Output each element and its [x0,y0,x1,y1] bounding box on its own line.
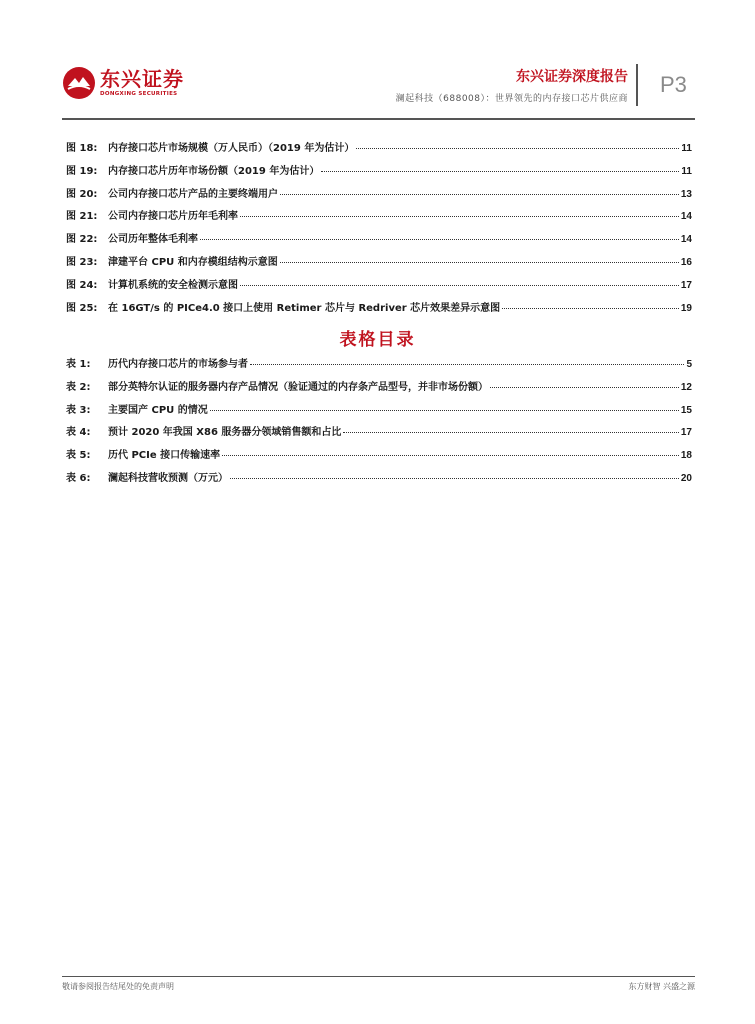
toc-label: 图 22: [66,234,98,246]
toc-label: 图 23: [66,256,98,268]
toc-entry[interactable] [66,253,692,276]
footer-slogan: 东方财智 兴盛之源 [628,982,695,991]
toc-leader [321,163,679,172]
header-rule [62,118,695,120]
toc-label: 图 24: [66,279,98,291]
toc-leader [356,140,679,149]
toc-page: 17 [680,279,692,291]
toc-leader [502,300,679,309]
toc-page: 17 [680,427,692,439]
toc-entry[interactable] [66,185,692,208]
toc-label: 表 1: [66,359,91,370]
toc-page: 12 [680,381,692,393]
toc-entry[interactable] [66,446,692,469]
toc-page: 13 [680,188,692,200]
toc-title: 部分英特尔认证的服务器内存产品情况（验证通过的内存条产品型号，并非市场份额） [108,381,488,393]
table-list [66,355,692,492]
toc-page: 16 [680,256,692,268]
footer-disclaimer: 敬请参阅报告结尾处的免责声明 [62,982,174,991]
toc-entry[interactable] [66,276,692,299]
toc-title: 公司内存接口芯片产品的主要终端用户 [108,188,278,200]
toc-entry[interactable] [66,423,692,446]
toc-title: 澜起科技营收预测（万元） [108,472,228,484]
toc-entry[interactable] [66,378,692,401]
footer-rule [62,976,695,977]
toc-entry[interactable] [66,299,692,322]
toc-label: 图 20: [66,188,98,200]
toc-title: 主要国产 CPU 的情况 [108,404,208,416]
toc-title: 内存接口芯片市场规模（万人民币）（2019 年为估计） [108,143,355,154]
toc-leader [280,186,679,195]
toc-leader [210,402,679,411]
company-logo [62,66,184,102]
dongxing-logo-icon [62,66,96,100]
toc-title: 历代 PCIe 接口传输速率 [108,450,221,462]
toc-page: 11 [681,143,692,154]
toc-title: 公司内存接口芯片历年毛利率 [108,211,238,223]
toc-title: 公司历年整体毛利率 [108,234,198,246]
toc-page: 5 [686,359,692,370]
toc-leader [230,470,679,479]
toc-title: 内存接口芯片历年市场份额（2019 年为估计） [108,165,320,177]
toc-page: 20 [680,472,692,484]
toc-label: 表 2: [66,381,91,393]
toc-entry[interactable] [66,355,692,378]
toc-entry[interactable] [66,162,692,185]
report-type: 东兴证券深度报告 [516,69,628,85]
toc-label: 图 25: [66,302,98,314]
toc-leader [240,208,679,217]
toc-leader [240,277,679,286]
page-number: P3 [660,72,687,97]
toc-leader [280,254,679,263]
toc-title: 历代内存接口芯片的市场参与者 [108,359,248,370]
toc-label: 表 4: [66,427,91,439]
toc-title: 计算机系统的安全检测示意图 [108,279,238,291]
toc-entry[interactable] [66,207,692,230]
toc-label: 图 18: [66,143,98,154]
toc-leader [250,356,684,365]
toc-page: 14 [680,234,692,246]
toc-label: 表 5: [66,450,91,462]
toc-leader [222,447,679,456]
toc-page: 11 [681,165,692,177]
toc-title: 津建平台 CPU 和内存模组结构示意图 [108,256,278,268]
toc-leader [343,424,678,433]
report-subtitle: 澜起科技（688008）：世界领先的内存接口芯片供应商 [395,94,628,104]
figure-list [66,139,692,321]
toc-label: 图 19: [66,165,98,177]
toc-entry[interactable] [66,401,692,424]
toc-label: 表 6: [66,472,91,484]
brand-name-cn: 东兴证券 [100,67,184,91]
brand-name-en: DONGXING SECURITIES [100,91,178,97]
tables-section-title: 表格目录 [339,330,416,350]
toc-page: 19 [680,302,692,314]
toc-entry[interactable] [66,139,692,162]
toc-label: 表 3: [66,404,91,416]
header-divider [636,64,638,106]
toc-leader [200,231,679,240]
toc-label: 图 21: [66,211,98,223]
toc-page: 14 [680,211,692,223]
toc-entry[interactable] [66,230,692,253]
toc-page: 15 [680,404,692,416]
toc-page: 18 [680,450,692,462]
toc-leader [490,379,679,388]
toc-title: 预计 2020 年我国 X86 服务器分领域销售额和占比 [108,427,342,439]
toc-title: 在 16GT/s 的 PICe4.0 接口上使用 Retimer 芯片与 Redriver 芯片效果差异示意图 [108,302,501,314]
toc-entry[interactable] [66,469,692,492]
